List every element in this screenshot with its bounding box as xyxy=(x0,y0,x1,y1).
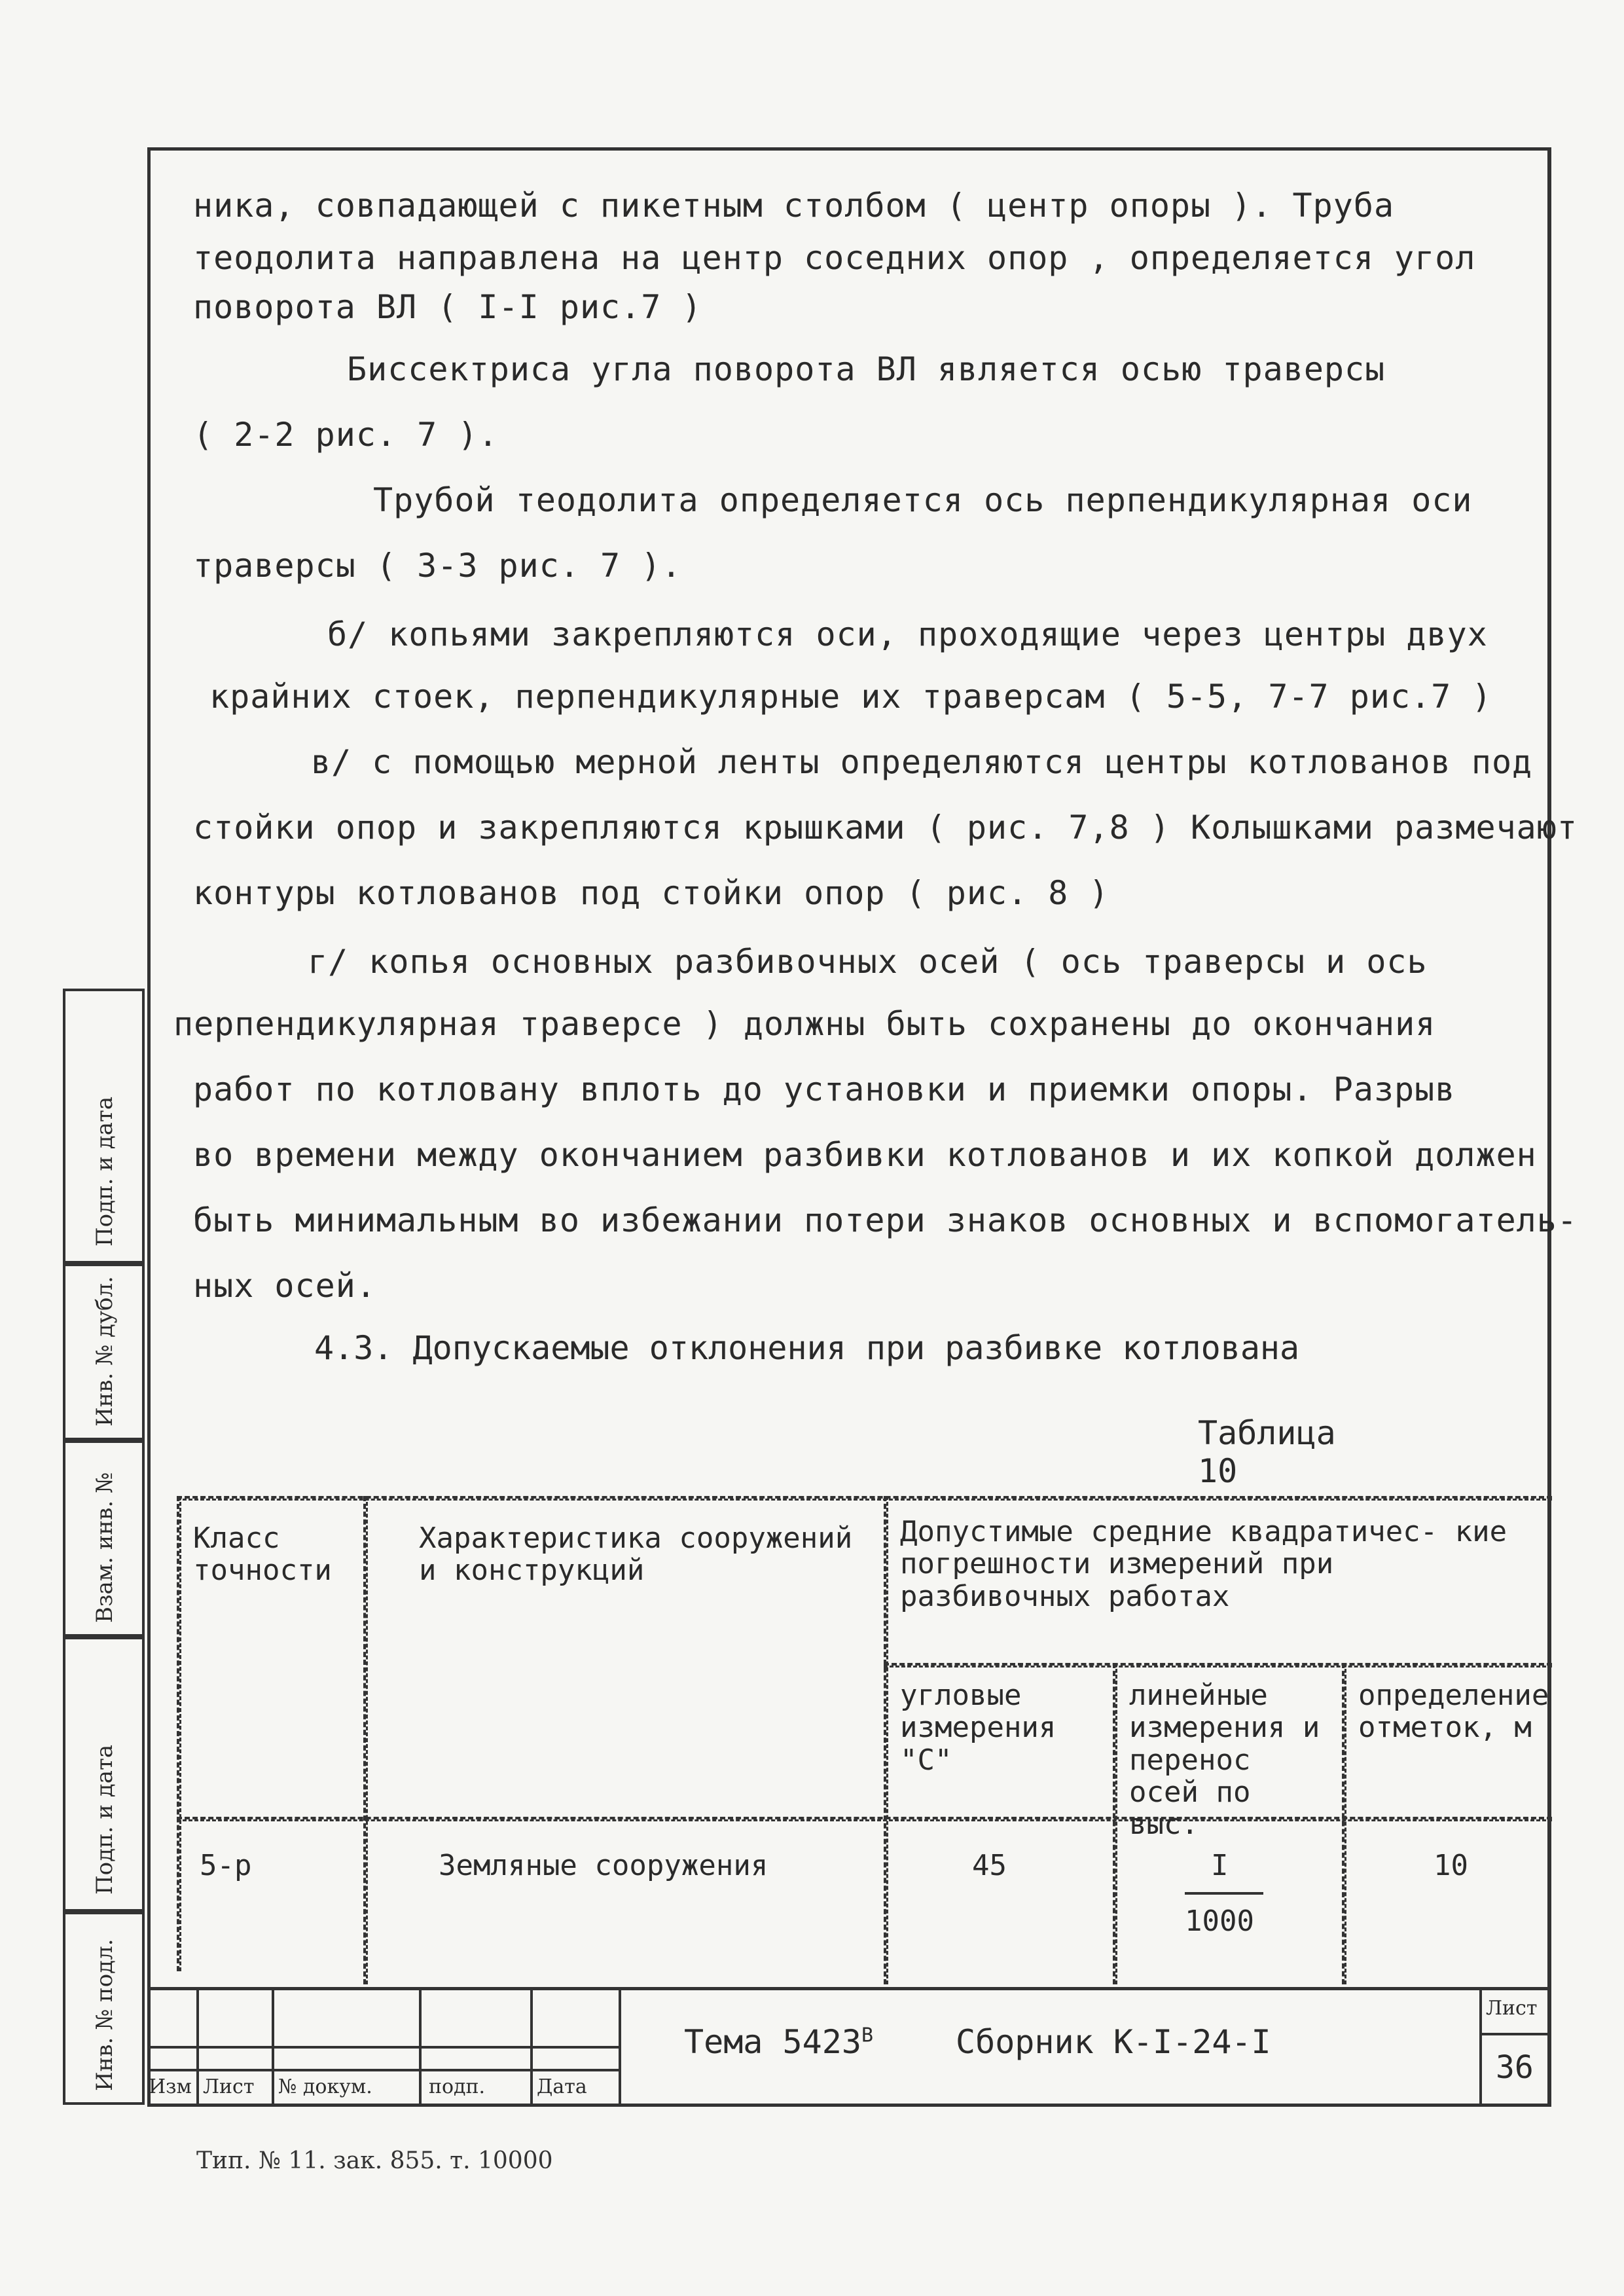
table-caption: Таблица 10 xyxy=(1198,1414,1336,1490)
title-block-low-rule xyxy=(147,2069,619,2071)
body-line: в/ с помощью мерной ленты определяются центры котлованов под xyxy=(311,743,1533,781)
table-header-rule xyxy=(177,1817,1552,1821)
stamp-tema xyxy=(684,2023,873,2061)
row-angular: 45 xyxy=(972,1849,1007,1882)
table-top-border xyxy=(177,1496,1552,1501)
body-line: поворота ВЛ ( I-I рис.7 ) xyxy=(193,288,702,326)
side-label: Взам. инв. № xyxy=(92,1472,118,1623)
side-box-orig-inv xyxy=(63,1912,145,2105)
body-line: Трубой теодолита определяется ось перпендикулярная оси xyxy=(373,481,1473,519)
stamp-tema-text: Тема 5423 xyxy=(684,2023,861,2061)
row-linear-fraction-bar xyxy=(1185,1892,1263,1895)
col-label-izm: Изм xyxy=(149,2075,192,2098)
title-block-top-rule xyxy=(147,1987,1551,1990)
body-line: ных осей. xyxy=(193,1267,376,1305)
side-box-dup-inv xyxy=(63,1264,145,1440)
body-line: стойки опор и закрепляются крышками ( рис. 7,8 ) Колышками размечают xyxy=(193,809,1578,847)
print-footer: Тип. № 11. зак. 855. т. 10000 xyxy=(196,2147,553,2174)
side-label: Подп. и дата xyxy=(92,1096,118,1247)
table-col-divider xyxy=(884,1496,888,1984)
col-label-list: Лист xyxy=(203,2075,255,2098)
body-line: теодолита направлена на центр соседних опор , определяется угол xyxy=(193,239,1476,277)
side-label: Подп. и дата xyxy=(92,1744,118,1895)
header-angular: угловые измерения "С" xyxy=(900,1679,1056,1777)
table-left-border xyxy=(177,1496,181,1971)
title-block-col-divider xyxy=(272,1987,274,2105)
title-block xyxy=(147,1987,1551,2105)
header-elevation: определение отметок, м xyxy=(1358,1679,1549,1745)
body-line: контуры котлованов под стойки опор ( рис. 8 ) xyxy=(193,874,1110,912)
stamp-sbornik: Сборник К-I-24-I xyxy=(956,2023,1271,2061)
title-block-col-divider xyxy=(419,1987,422,2105)
title-block-sheet-rule xyxy=(1479,2033,1551,2035)
body-line: быть минимальным во избежании потери знаков основных и вспомогатель- xyxy=(193,1201,1578,1239)
tolerance-table xyxy=(177,1496,1548,1980)
row-characteristic: Земляные сооружения xyxy=(439,1849,768,1882)
side-label: Инв. № дубл. xyxy=(92,1276,118,1427)
body-line: Биссектриса угла поворота ВЛ является осью траверсы xyxy=(347,350,1386,388)
header-linear: линейные измерения и перенос осей по выс. xyxy=(1129,1679,1320,1842)
section-title: 4.3. Допускаемые отклонения при разбивке котлована xyxy=(314,1329,1300,1367)
header-characteristic: Характеристика сооружений и конструкций xyxy=(419,1522,853,1588)
table-col-divider xyxy=(1342,1663,1346,1984)
side-box-sign-date-1 xyxy=(63,989,145,1264)
table-subheader-rule xyxy=(884,1663,1552,1667)
row-elevation: 10 xyxy=(1434,1849,1468,1882)
title-block-mid-rule xyxy=(147,2046,619,2049)
side-box-replace-inv xyxy=(63,1440,145,1637)
header-tolerance: Допустимые средние квадратичес- кие погрешности измерений при разбивочных работах xyxy=(900,1515,1507,1613)
table-col-divider xyxy=(1113,1663,1117,1984)
col-label-date: Дата xyxy=(537,2075,587,2098)
body-line: работ по котловану вплоть до установки и приемки опоры. Разрыв xyxy=(193,1070,1456,1108)
side-box-sign-date-2 xyxy=(63,1637,145,1912)
row-class: 5-р xyxy=(200,1849,252,1882)
title-block-col-divider xyxy=(196,1987,199,2105)
body-line: ника, совпадающей с пикетным столбом ( центр опоры ). Труба xyxy=(193,187,1395,225)
body-line: крайних стоек, перпендикулярные их траверсам ( 5-5, 7-7 рис.7 ) xyxy=(209,678,1492,716)
side-label: Инв. № подл. xyxy=(92,1939,118,2091)
body-line: г/ копья основных разбивочных осей ( ось траверсы и ось xyxy=(308,943,1428,981)
body-line: ( 2-2 рис. 7 ). xyxy=(193,416,499,454)
table-col-divider xyxy=(363,1496,368,1984)
body-line: перпендикулярная траверсе ) должны быть сохранены до окончания xyxy=(173,1005,1436,1043)
stamp-tema-sup: В xyxy=(861,2024,873,2047)
header-class: Класс точности xyxy=(193,1522,332,1588)
row-linear-numerator: I xyxy=(1211,1849,1229,1882)
row-linear-denominator: 1000 xyxy=(1185,1904,1254,1938)
sheet-number: 36 xyxy=(1496,2049,1534,2086)
sheet-label: Лист xyxy=(1486,1997,1538,2020)
body-line: траверсы ( 3-3 рис. 7 ). xyxy=(193,547,682,585)
col-label-doc: № докум. xyxy=(278,2075,372,2098)
body-line: во времени между окончанием разбивки котлованов и их копкой должен xyxy=(193,1136,1537,1174)
title-block-col-divider xyxy=(530,1987,533,2105)
body-line: б/ копьями закрепляются оси, проходящие через центры двух xyxy=(327,615,1488,653)
title-block-col-divider xyxy=(1479,1987,1482,2105)
col-label-sign: подп. xyxy=(429,2075,486,2098)
title-block-col-divider xyxy=(619,1987,621,2105)
